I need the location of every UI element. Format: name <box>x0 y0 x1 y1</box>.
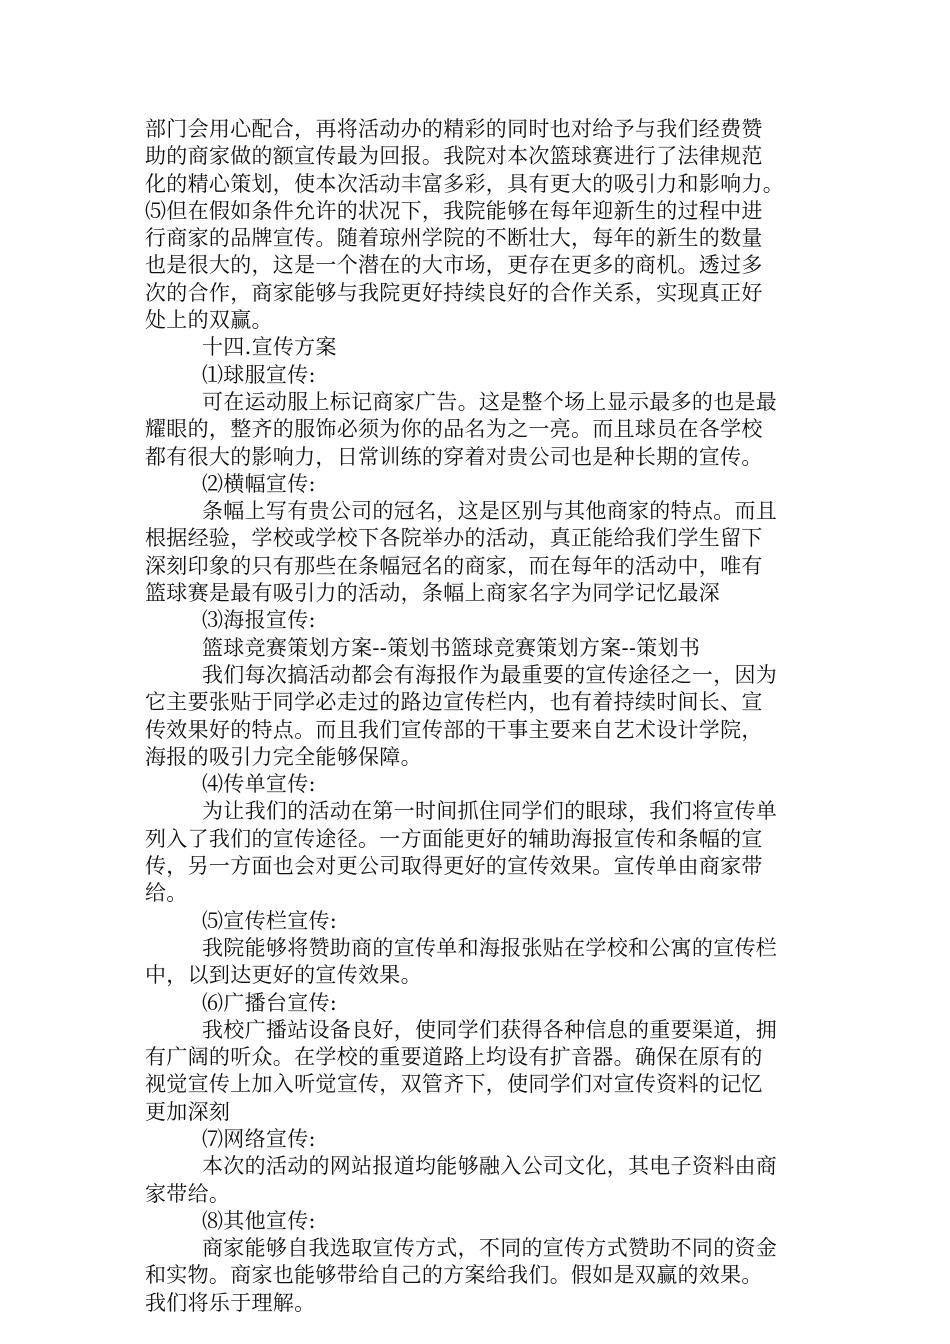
text-line: 都有很大的影响力，日常训练的穿着对贵公司也是种长期的宣传。 <box>145 444 763 469</box>
text-line: 十四.宣传方案 <box>202 335 337 360</box>
text-line: ⑺网络宣传: <box>202 1126 316 1151</box>
text-line: ⑴球服宣传: <box>202 362 316 387</box>
text-line: 它主要张贴于同学必走过的路边宣传栏内，也有着持续时间长、宣 <box>145 690 763 715</box>
text-line: 耀眼的，整齐的服饰必须为你的品名为之一亮。而且球员在各学校 <box>145 417 763 442</box>
text-line: 根据经验，学校或学校下各院举办的活动，真正能给我们学生留下 <box>145 526 763 551</box>
text-line: 条幅上写有贵公司的冠名，这是区别与其他商家的特点。而且 <box>202 499 778 524</box>
text-line: 传效果好的特点。而且我们宣传部的干事主要来自艺术设计学院， <box>145 717 763 742</box>
text-line: 家带给。 <box>145 1181 231 1206</box>
text-line: 本次的活动的网站报道均能够融入公司文化，其电子资料由商 <box>202 1154 778 1179</box>
text-line: 我们将乐于理解。 <box>145 1290 316 1315</box>
text-line: 篮球竞赛策划方案--策划书篮球竞赛策划方案--策划书 <box>202 635 701 660</box>
text-line: 篮球赛是最有吸引力的活动，条幅上商家名字为同学记忆最深 <box>145 581 721 606</box>
text-line: 深刻印象的只有那些在条幅冠名的商家，而在每年的活动中，唯有 <box>145 553 763 578</box>
text-line: 行商家的品牌宣传。随着琼州学院的不断壮大，每年的新生的数量 <box>145 226 763 251</box>
text-line: 海报的吸引力完全能够保障。 <box>145 744 422 769</box>
text-line: 视觉宣传上加入听觉宣传，双管齐下，使同学们对宣传资料的记忆 <box>145 1072 763 1097</box>
text-line: 有广阔的听众。在学校的重要道路上均设有扩音器。确保在原有的 <box>145 1045 763 1070</box>
text-line: ⑶海报宣传: <box>202 608 316 633</box>
text-line: 也是很大的，这是一个潜在的大市场，更存在更多的商机。透过多 <box>145 253 763 278</box>
text-line: ⑵横幅宣传: <box>202 471 316 496</box>
text-line: 为让我们的活动在第一时间抓住同学们的眼球，我们将宣传单 <box>202 799 778 824</box>
text-line: 更加深刻 <box>145 1099 231 1124</box>
text-line: 助的商家做的额宣传最为回报。我院对本次篮球赛进行了法律规范 <box>145 144 763 169</box>
text-line: ⑷传单宣传: <box>202 772 316 797</box>
text-line: 处上的双赢。 <box>145 308 273 333</box>
text-line: 中，以到达更好的宣传效果。 <box>145 963 422 988</box>
text-line: ⑸但在假如条件允许的状况下，我院能够在每年迎新生的过程中进 <box>145 198 763 223</box>
text-line: 和实物。商家也能够带给自己的方案给我们。假如是双赢的效果。 <box>145 1263 763 1288</box>
text-line: ⑸宣传栏宣传: <box>202 908 338 933</box>
text-line: 商家能够自我选取宣传方式，不同的宣传方式赞助不同的资金 <box>202 1236 778 1261</box>
text-line: ⑹广播台宣传: <box>202 990 338 1015</box>
text-line: 传，另一方面也会对更公司取得更好的宣传效果。宣传单由商家带 <box>145 854 763 879</box>
text-line: 列入了我们的宣传途径。一方面能更好的辅助海报宣传和条幅的宣 <box>145 826 763 851</box>
text-line: 部门会用心配合，再将活动办的精彩的同时也对给予与我们经费赞 <box>145 117 763 141</box>
text-line: ⑻其他宣传: <box>202 1208 316 1233</box>
text-line: 我院能够将赞助商的宣传单和海报张贴在学校和公寓的宣传栏 <box>202 935 778 960</box>
text-line: 给。 <box>145 881 188 906</box>
text-line: 化的精心策划，使本次活动丰富多彩，具有更大的吸引力和影响力。 <box>145 171 784 196</box>
text-line: 我们每次搞活动都会有海报作为最重要的宣传途径之一，因为 <box>202 662 778 687</box>
text-line: 我校广播站设备良好，使同学们获得各种信息的重要渠道，拥 <box>202 1017 778 1042</box>
document-body <box>145 116 815 1317</box>
text-line: 次的合作，商家能够与我院更好持续良好的合作关系，实现真正好 <box>145 280 763 305</box>
text-line: 可在运动服上标记商家广告。这是整个场上显示最多的也是最 <box>202 389 778 414</box>
